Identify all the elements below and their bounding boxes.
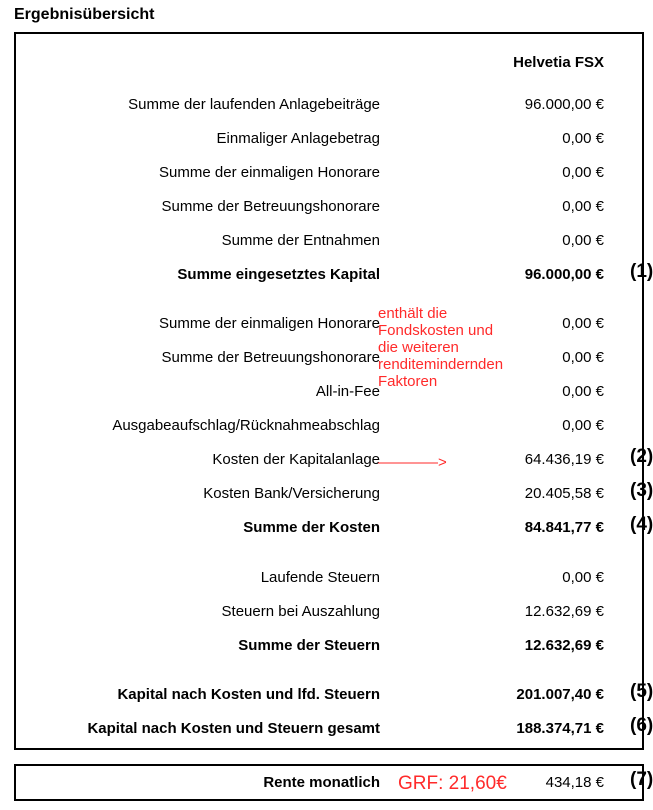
table-row <box>16 198 642 218</box>
table-row <box>16 232 642 252</box>
table-row-total <box>16 637 642 657</box>
row-label: All-in-Fee <box>315 383 380 400</box>
table-row <box>16 96 642 116</box>
table-row <box>16 446 653 471</box>
row-value: 96.000,00 € <box>524 266 604 283</box>
footnote-marker: (5) <box>630 681 653 702</box>
row-value: 0,00 € <box>562 164 604 181</box>
annotation-line: Faktoren <box>378 373 438 390</box>
row-label: Summe der Betreuungshonorare <box>161 349 380 366</box>
row-value: 64.436,19 € <box>524 451 604 468</box>
table-row <box>16 569 642 589</box>
row-value: 201.007,40 € <box>516 686 604 703</box>
row-value: 0,00 € <box>562 198 604 215</box>
row-value: 20.405,58 € <box>524 485 604 502</box>
annotation-line: enthält die <box>378 305 448 322</box>
annotation-line: renditemindernden <box>378 356 504 373</box>
row-value: 188.374,71 € <box>516 720 604 737</box>
annotation-line: Fondskosten und <box>378 322 494 339</box>
table-row-total <box>16 715 653 740</box>
row-value: 84.841,77 € <box>524 519 604 536</box>
table-row-total <box>16 261 653 286</box>
row-label: Summe der Betreuungshonorare <box>161 198 380 215</box>
row-value: 0,00 € <box>562 232 604 249</box>
row-value: 96.000,00 € <box>524 96 604 113</box>
footnote-marker: (2) <box>630 446 653 467</box>
footnote-marker: (3) <box>630 480 653 501</box>
pension-label: Rente monatlich <box>263 774 380 791</box>
row-label: Summe der Entnahmen <box>221 232 380 249</box>
row-value: 12.632,69 € <box>524 637 604 654</box>
row-label: Kapital nach Kosten und Steuern gesamt <box>87 720 380 737</box>
table-row <box>16 480 653 505</box>
annotation-line: die weiteren <box>378 339 459 356</box>
row-label: Kosten der Kapitalanlage <box>212 451 380 468</box>
row-label: Kosten Bank/Versicherung <box>203 485 380 502</box>
row-value: 0,00 € <box>562 315 604 332</box>
row-value: 0,00 € <box>562 349 604 366</box>
row-label: Kapital nach Kosten und lfd. Steuern <box>117 686 380 703</box>
row-label: Summe eingesetztes Kapital <box>177 266 380 283</box>
row-value: 12.632,69 € <box>524 603 604 620</box>
row-value: 0,00 € <box>562 417 604 434</box>
table-row-total <box>16 514 653 539</box>
column-header: Helvetia FSX <box>513 54 604 71</box>
table-row-total <box>16 681 653 706</box>
row-label: Summe der einmaligen Honorare <box>159 164 380 181</box>
row-value: 0,00 € <box>562 569 604 586</box>
pension-value: 434,18 € <box>545 774 604 791</box>
row-label: Summe der laufenden Anlagebeiträge <box>128 96 380 113</box>
footnote-marker: (4) <box>630 514 653 535</box>
row-value: 0,00 € <box>562 383 604 400</box>
row-label: Steuern bei Auszahlung <box>221 603 380 620</box>
footnote-marker: (7) <box>630 769 653 790</box>
pension-box <box>14 764 653 801</box>
pension-value-row <box>16 769 653 794</box>
row-label: Summe der Steuern <box>238 637 380 654</box>
row-value: 0,00 € <box>562 130 604 147</box>
table-row <box>16 130 642 150</box>
cost-annotation <box>378 305 558 390</box>
table-row <box>16 603 642 623</box>
row-label: Laufende Steuern <box>260 569 380 586</box>
annotation-arrow: ————> <box>378 454 447 471</box>
row-label: Summe der einmaligen Honorare <box>159 315 380 332</box>
grf-annotation: GRF: 21,60€ <box>398 773 507 794</box>
footnote-marker: (1) <box>630 261 653 282</box>
row-label: Einmaliger Anlagebetrag <box>216 130 380 147</box>
table-row <box>16 417 642 437</box>
row-label: Ausgabeaufschlag/Rücknahmeabschlag <box>112 417 380 434</box>
table-row <box>16 164 642 184</box>
results-table <box>14 32 653 750</box>
page-title: Ergebnisübersicht <box>14 6 155 23</box>
footnote-marker: (6) <box>630 715 653 736</box>
row-label: Summe der Kosten <box>243 519 380 536</box>
